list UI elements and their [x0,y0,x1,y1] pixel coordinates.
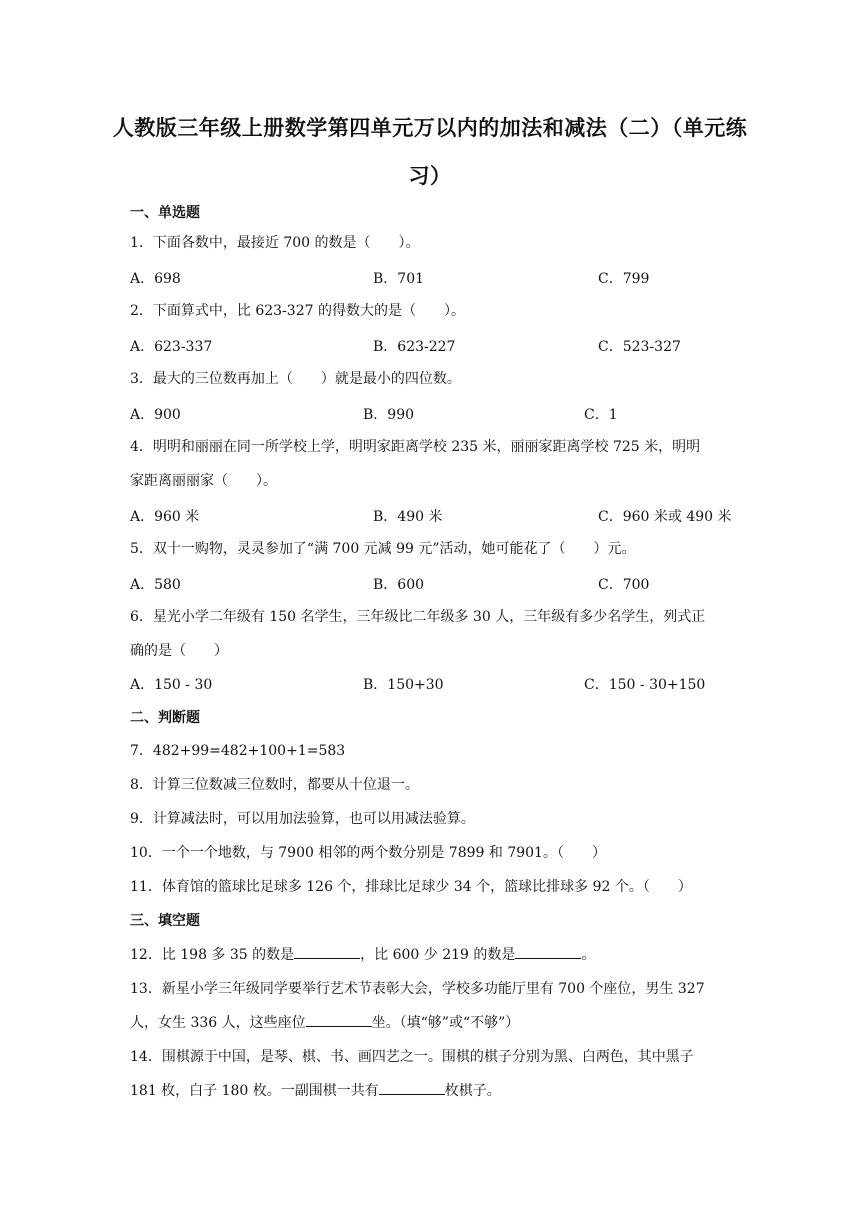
q14-line-1: 14．围棋源于中国，是琴、棋、书、画四艺之一。围棋的棋子分别为黑、白两色，其中黑子 [130,1049,694,1065]
q3-option-c: C．1 [584,407,618,423]
q4-line-2: 家距离丽丽家（ ）。 [130,473,277,489]
q6-option-c: C．150 - 30+150 [584,677,706,693]
question-6 [130,600,730,668]
section-fill-blank: 三、填空题 [130,913,200,929]
q2-option-c: C．523-327 [598,339,681,355]
q12-blank-2[interactable] [515,944,581,959]
page-title [60,104,800,200]
q12-text-3: 。 [581,947,596,963]
question-11: 11．体育馆的篮球比足球多 126 个，排球比足球少 34 个，篮球比排球多 92 个。（ ） [130,879,692,895]
q1-option-a: A．698 [130,271,181,287]
title-line-1: 人教版三年级上册数学第四单元万以内的加法和减法（二）（单元练 [112,116,748,140]
question-5: 5．双十一购物，灵灵参加了“满 700 元减 99 元”活动，她可能花了（ ）元。 [130,541,636,557]
question-10: 10．一个一个地数，与 7900 相邻的两个数分别是 7899 和 7901。（ ） [130,845,606,861]
q5-option-c: C．700 [598,577,650,593]
q1-option-c: C．799 [598,271,650,287]
question-12 [130,938,730,972]
q4-line-1: 4．明明和丽丽在同一所学校上学，明明家距离学校 235 米，丽丽家距离学校 725 米，明明 [130,439,701,455]
q13-text-a: 人，女生 336 人，这些座位 [130,1015,306,1031]
question-14 [130,1040,730,1108]
q4-option-a: A．960 米 [130,509,200,525]
q6-line-1: 6．星光小学二年级有 150 名学生，三年级比二年级多 30 人，三年级有多少名学生，列式正 [130,609,706,625]
q14-text-a: 181 枚，白子 180 枚。一副围棋一共有 [130,1083,379,1099]
section-true-false: 二、判断题 [130,710,200,726]
q4-option-b: B．490 米 [373,509,443,525]
q2-option-b: B．623-227 [373,339,456,355]
q12-blank-1[interactable] [294,944,360,959]
question-2: 2．下面算式中，比 623-327 的得数大的是（ ）。 [130,303,465,319]
q5-option-a: A．580 [130,577,181,593]
q13-line-1: 13．新星小学三年级同学要举行艺术节表彰大会，学校多功能厅里有 700 个座位，男生 327 [130,981,705,997]
question-8: 8．计算三位数减三位数时，都要从十位退一。 [130,777,419,793]
question-9: 9．计算减法时，可以用加法验算，也可以用减法验算。 [130,811,475,827]
q2-option-a: A．623-337 [130,339,213,355]
q3-option-a: A．900 [130,407,181,423]
question-1: 1．下面各数中，最接近 700 的数是（ ）。 [130,235,420,251]
question-7: 7．482+99=482+100+1=583 [130,743,346,759]
question-3: 3．最大的三位数再加上（ ）就是最小的四位数。 [130,371,461,387]
question-4 [130,430,730,498]
q4-option-c: C．960 米或 490 米 [598,509,732,525]
q14-text-b: 枚棋子。 [444,1083,501,1099]
q13-text-b: 坐。（填“够”或“不够”） [371,1015,520,1031]
q6-line-2: 确的是（ ） [130,643,228,659]
q3-option-b: B．990 [363,407,415,423]
q6-option-b: B．150+30 [363,677,444,693]
q12-text-1: 12．比 198 多 35 的数是 [130,947,295,963]
q5-option-b: B．600 [373,577,425,593]
q14-blank[interactable] [379,1080,445,1095]
question-13 [130,972,730,1040]
section-single-choice: 一、单选题 [130,205,200,221]
q6-option-a: A．150 - 30 [130,677,213,693]
q13-blank[interactable] [306,1012,372,1027]
title-line-2: 习） [408,164,452,188]
q1-option-b: B．701 [373,271,425,287]
q12-text-2: ，比 600 少 219 的数是 [360,947,516,963]
